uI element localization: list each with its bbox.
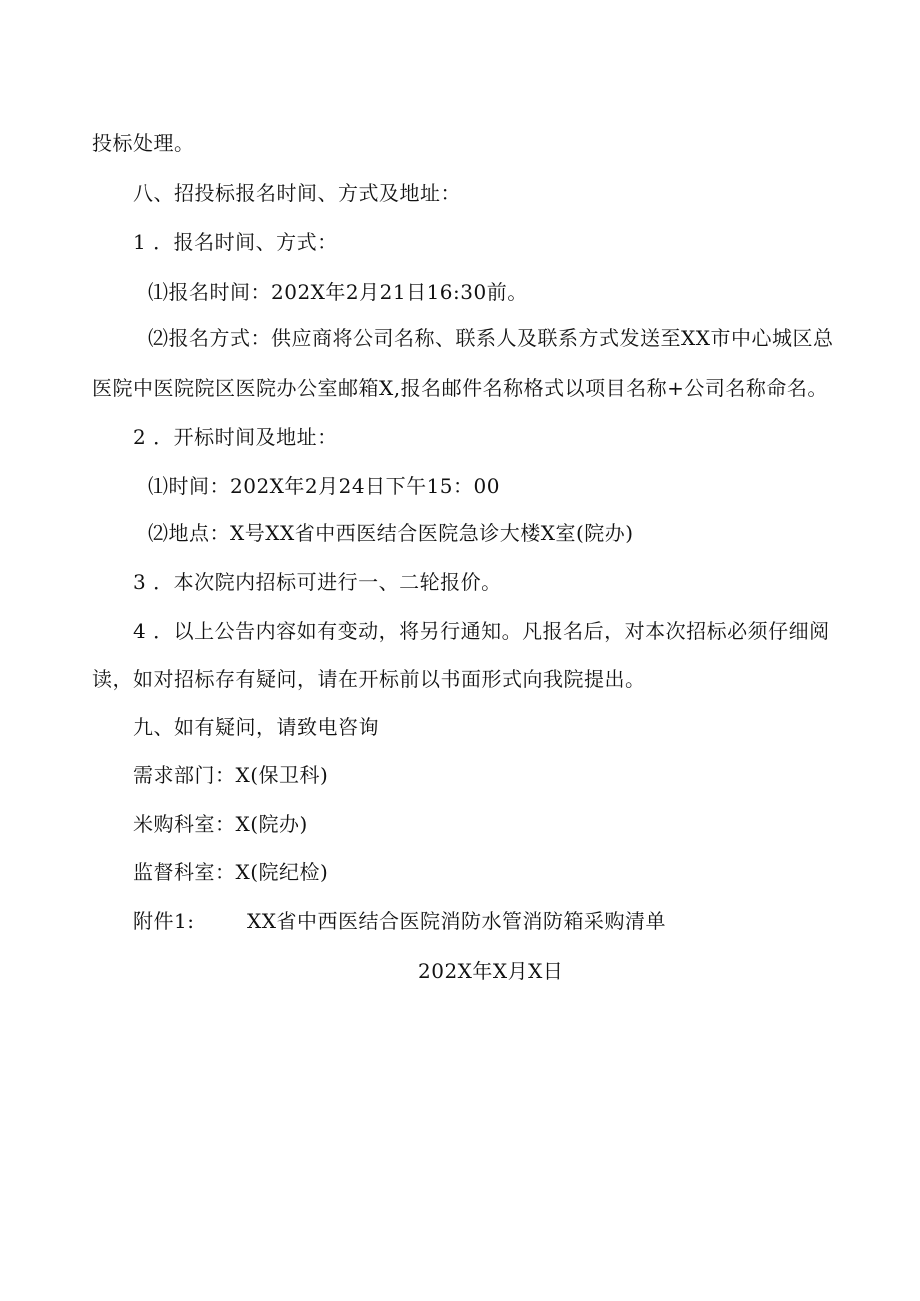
sub-item-registration-method: ⑵报名方式：供应商将公司名称、联系人及联系方式发送至XX市中心城区总: [148, 326, 834, 350]
list-item-2-heading: 2 ．开标时间及地址：: [133, 425, 338, 449]
contact-purchase-dept: 米购科室：X(院办): [133, 812, 308, 836]
section-heading-9: 九、如有疑问，请致电咨询: [133, 715, 379, 739]
sub-item-opening-time: ⑴时间：202X年2月24日下午15：00: [148, 474, 500, 498]
list-item-4: 4 ．以上公告内容如有变动，将另行通知。凡报名后，对本次招标必须仔细阅: [133, 619, 830, 643]
attachment-title: XX省中西医结合医院消防水管消防箱采购清单: [247, 909, 666, 933]
list-item-4-cont: 读，如对招标存有疑问，请在开标前以书面形式向我院提出。: [92, 667, 646, 691]
paragraph-continuation: 投标处理。: [92, 131, 195, 155]
contact-supervision-dept: 监督科室：X(院纪检): [133, 860, 329, 884]
section-heading-8: 八、招投标报名时间、方式及地址：: [133, 181, 461, 205]
list-item-1-heading: 1 ．报名时间、方式：: [133, 230, 338, 254]
sub-item-registration-time: ⑴报名时间：202X年2月21日16:30前。: [148, 280, 528, 304]
attachment-label: 附件1:: [133, 909, 195, 933]
list-item-3: 3 ．本次院内招标可进行一、二轮报价。: [133, 570, 502, 594]
contact-demand-dept: 需求部门：X(保卫科): [133, 763, 329, 787]
document-date: 202X年X月X日: [418, 959, 564, 983]
sub-item-opening-location: ⑵地点：X号XX省中西医结合医院急诊大楼X室(院办): [148, 521, 634, 545]
sub-item-registration-method-cont: 医院中医院院区医院办公室邮箱X,报名邮件名称格式以项目名称+公司名称命名。: [92, 376, 828, 400]
